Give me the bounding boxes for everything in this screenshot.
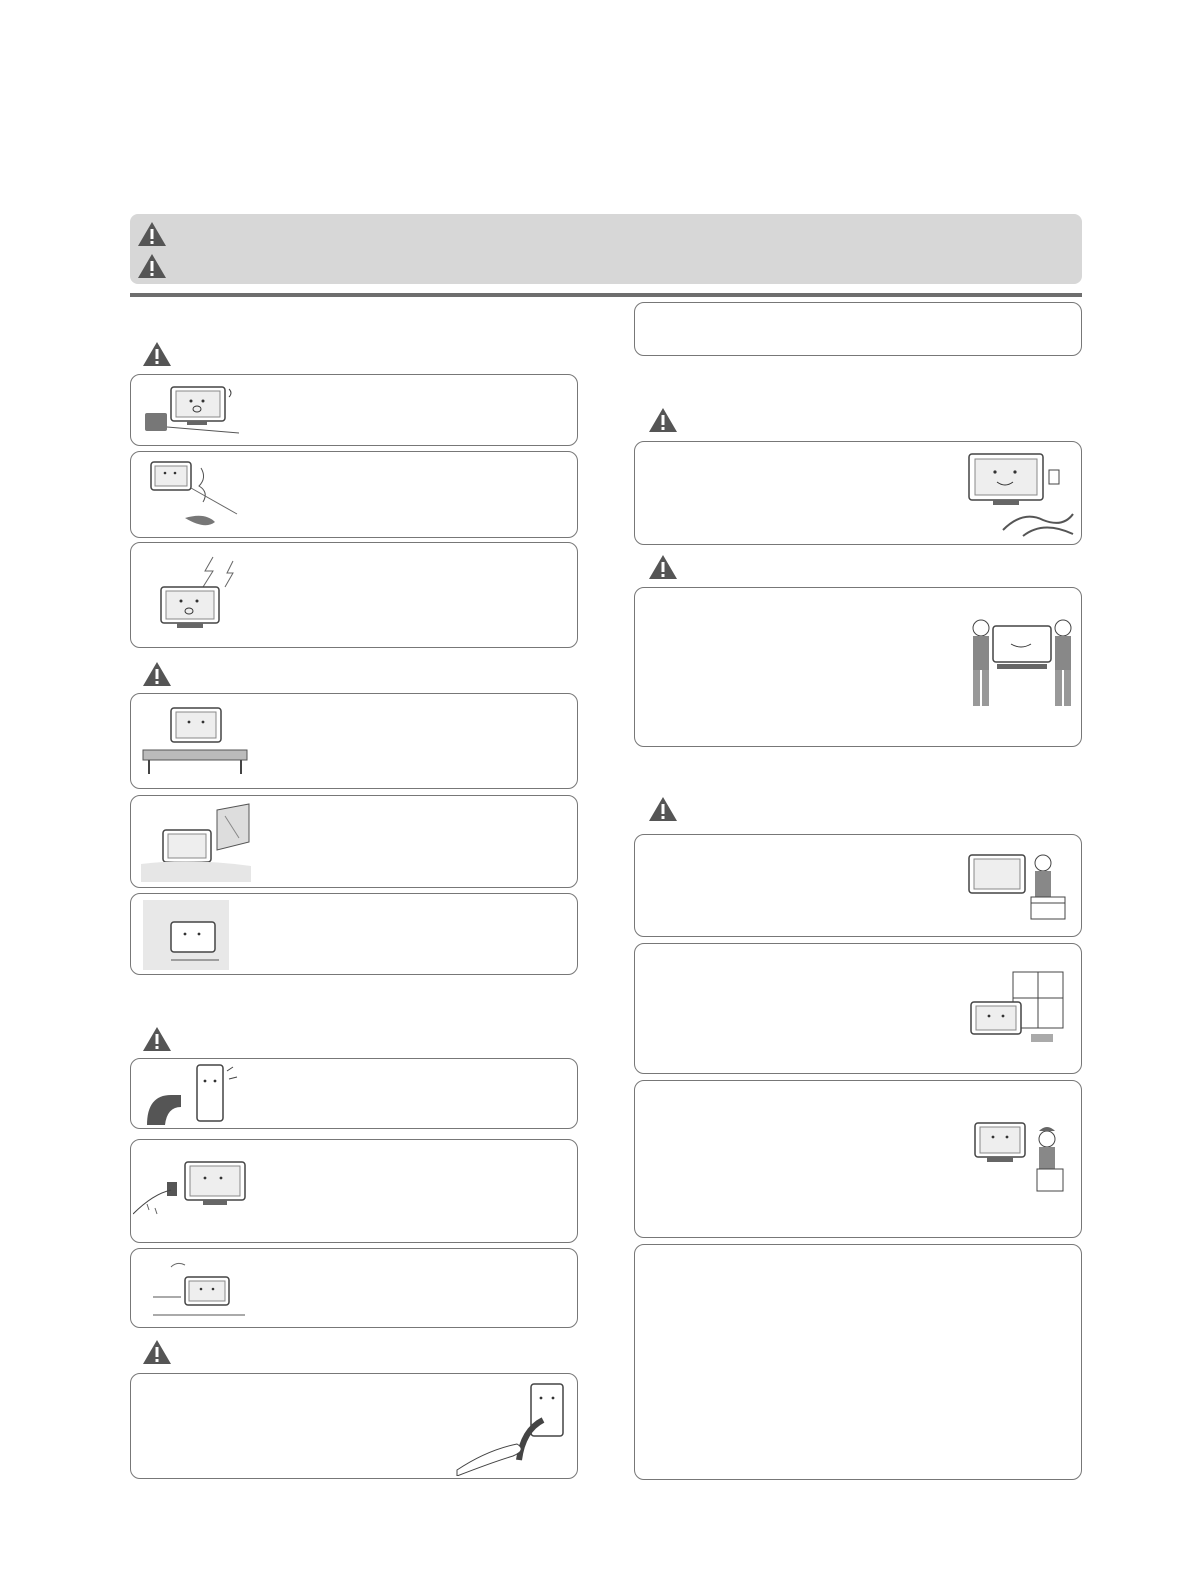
tv-technician-illustration xyxy=(957,1117,1067,1197)
notice-box xyxy=(130,1058,578,1129)
warning-triangle-icon xyxy=(136,220,168,248)
notice-box xyxy=(634,834,1082,937)
note-box xyxy=(634,302,1082,356)
header-warning-bar xyxy=(130,214,1082,284)
notice-box xyxy=(130,1248,578,1328)
notice-box xyxy=(634,441,1082,545)
hand-on-plug-illustration xyxy=(143,1061,243,1127)
warning-triangle-icon xyxy=(136,252,168,280)
tv-window-illustration xyxy=(967,968,1077,1052)
notice-box xyxy=(130,893,578,975)
tv-near-water-illustration xyxy=(141,458,241,532)
pull-plug-illustration xyxy=(453,1380,573,1476)
notice-box xyxy=(130,451,578,538)
notice-box xyxy=(634,1244,1082,1480)
notice-box xyxy=(130,542,578,648)
tv-service-person-illustration xyxy=(967,847,1077,927)
warning-triangle-icon xyxy=(141,340,173,368)
notice-box xyxy=(130,795,578,888)
tv-near-glass-illustration xyxy=(141,802,251,882)
tv-with-heater-illustration xyxy=(143,383,243,439)
notice-box xyxy=(634,587,1082,747)
warning-triangle-icon xyxy=(647,406,679,434)
warning-triangle-icon xyxy=(647,553,679,581)
notice-box xyxy=(130,1373,578,1479)
warning-triangle-icon xyxy=(141,660,173,688)
warning-triangle-icon xyxy=(141,1338,173,1366)
warning-triangle-icon xyxy=(647,795,679,823)
notice-box xyxy=(130,1139,578,1243)
warning-triangle-icon xyxy=(141,1025,173,1053)
tv-on-table-illustration xyxy=(141,702,251,782)
tv-outdoor-illustration xyxy=(151,1257,247,1321)
tv-wall-mount-illustration xyxy=(141,898,231,972)
two-people-carry-tv-illustration xyxy=(967,616,1077,712)
notice-box xyxy=(634,1080,1082,1238)
tv-lightning-illustration xyxy=(143,555,243,639)
notice-box xyxy=(130,374,578,446)
notice-box xyxy=(130,693,578,789)
notice-box xyxy=(634,943,1082,1074)
header-divider xyxy=(130,293,1082,297)
tv-wet-plug-illustration xyxy=(133,1154,257,1234)
tv-cables-illustration xyxy=(963,446,1079,542)
